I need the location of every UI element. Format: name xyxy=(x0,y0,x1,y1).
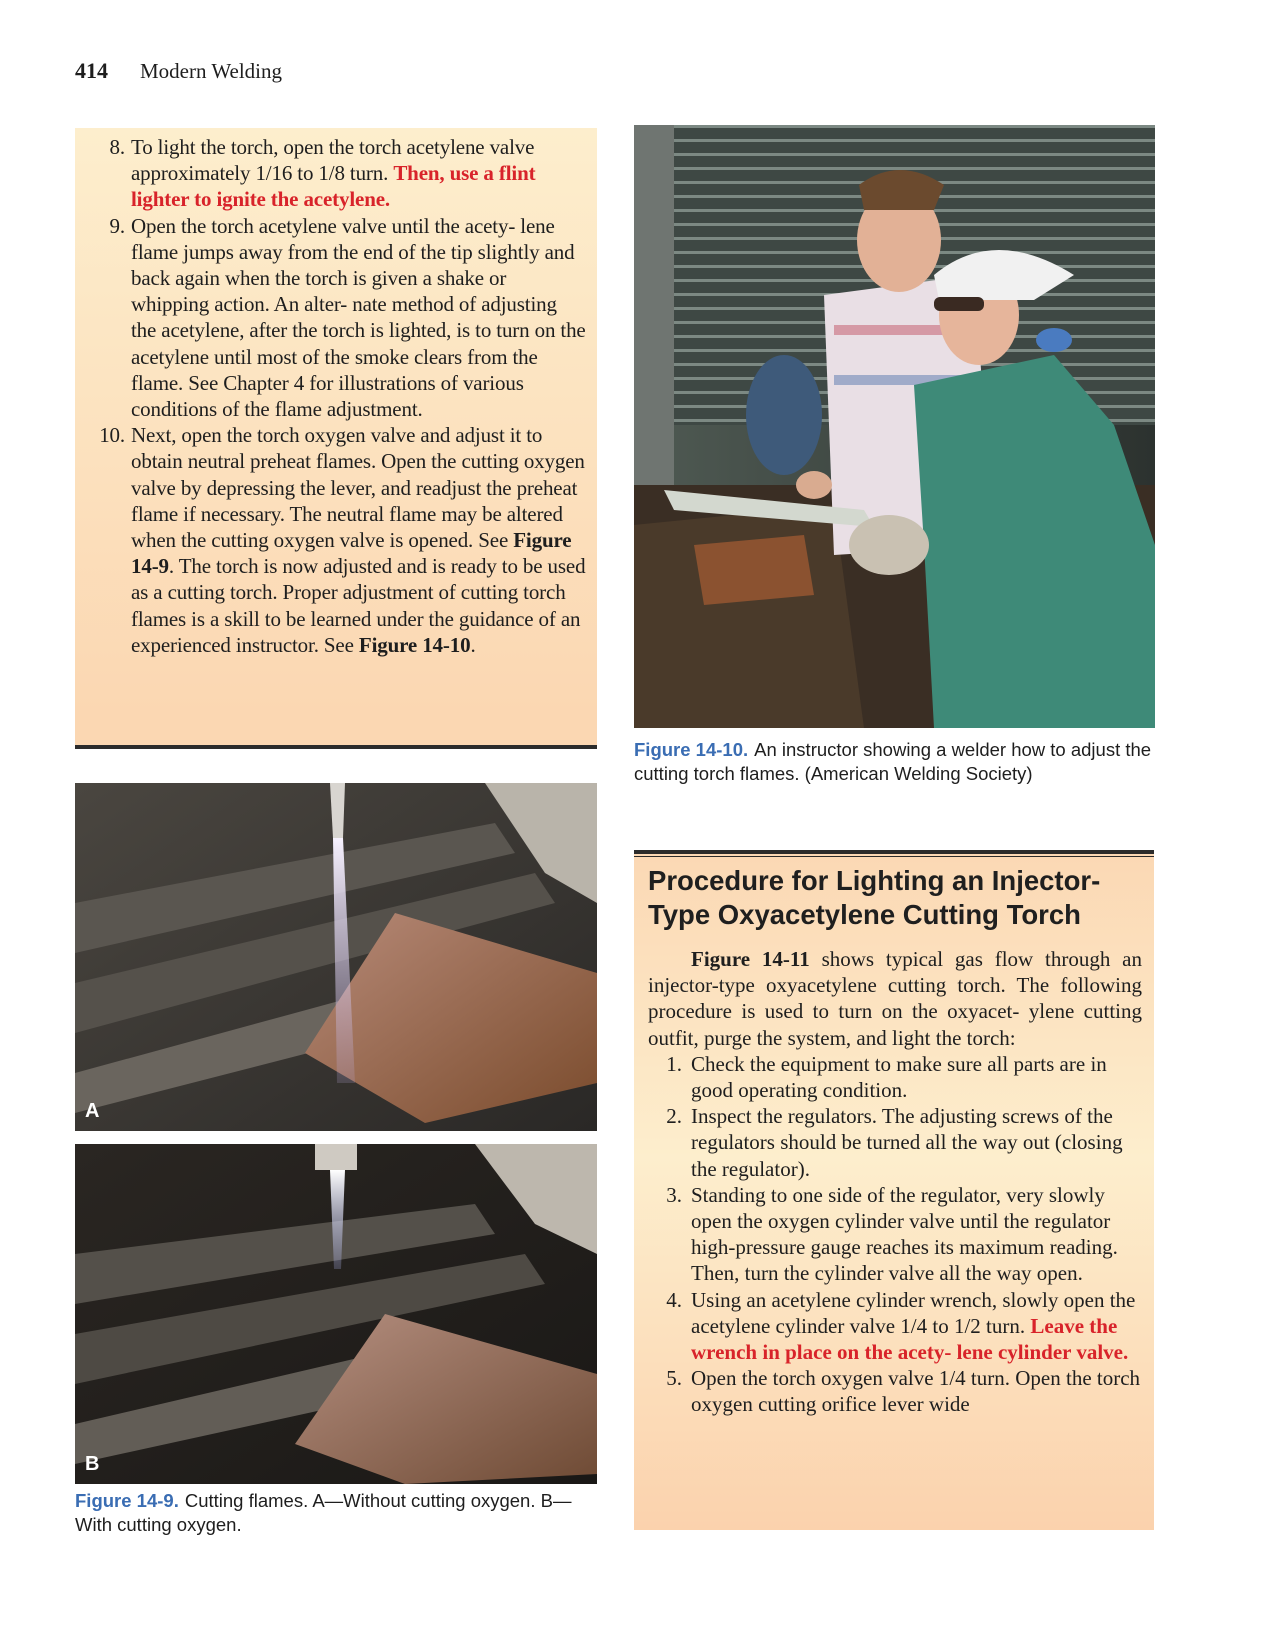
instructor-welder-photo xyxy=(634,125,1155,728)
step-number: 2. xyxy=(666,1104,682,1129)
step-number: 5. xyxy=(666,1366,682,1391)
intro-text: shows typical gas flow through an injector-type oxyacetylene cutting torch. The following procedure is used to turn on the oxyacet- ylene cutting outfit, purge the system, and light the torch: xyxy=(648,947,1142,1050)
step-text: Open the torch acetylene valve until the acety- lene flame jumps away from the end of the tip slightly and back again when the torch is given a shake or whipping action. An alter- nate method of adjusting the acetylene, after the torch is lighted, is to turn on the acetylene until most of the smoke clears from the flame. See Chapter 4 for illustrations of various conditions of the flame adjustment. xyxy=(131,213,586,422)
figure-label: Figure 14-10. xyxy=(634,739,749,760)
procedure-step-5 xyxy=(648,1365,1142,1417)
photo-label-b: B xyxy=(85,1453,100,1475)
page-header xyxy=(75,58,282,84)
procedure-step-4 xyxy=(648,1287,1142,1366)
step-text: . xyxy=(470,632,476,657)
procedure-steps-list xyxy=(648,1051,1142,1418)
step-text: Inspect the regulators. The adjusting screws of the regulators should be turned all the way out (closing the regulator). xyxy=(691,1104,1123,1181)
step-8 xyxy=(89,134,587,213)
step-number: 9. xyxy=(109,213,125,238)
step-text: . The torch is now adjusted and is ready to be used as a cutting torch. Proper adjustment of cutting torch flames is a skill to be learned under the guidance of an experienced instructor. See xyxy=(131,554,586,657)
step-number: 4. xyxy=(666,1287,682,1312)
step-number: 1. xyxy=(666,1051,682,1076)
step-text: Using an acetylene cylinder wrench, slowly open the acetylene cylinder valve 1/4 to 1/2 turn. xyxy=(691,1287,1136,1338)
steps-list xyxy=(89,134,587,658)
step-text: Check the equipment to make sure all parts are in good operating condition. xyxy=(691,1051,1107,1103)
figure-label: Figure 14-9. xyxy=(75,1490,179,1511)
step-text: Next, open the torch oxygen valve and adjust it to obtain neutral preheat flames. Open the cutting oxygen valve by depressing the lever, and readjust the preheat flame if necessary. The neutral flame may be altered when the cutting oxygen valve is opened. See xyxy=(131,423,585,553)
cutting-flame-photo-b xyxy=(75,1144,597,1484)
step-number: 3. xyxy=(666,1182,682,1207)
page-number: 414 xyxy=(75,58,108,83)
photo-label-a: A xyxy=(85,1100,100,1122)
cutting-flame-photo-a xyxy=(75,783,597,1131)
step-10 xyxy=(89,422,587,658)
figure-reference: Figure 14-9 xyxy=(131,528,572,579)
step-warning: Leave the wrench in place on the acety- lene cylinder valve. xyxy=(691,1313,1129,1365)
torch-lighting-steps-box xyxy=(75,128,597,749)
figure-14-10-caption xyxy=(634,738,1154,786)
step-number: 8. xyxy=(109,135,125,159)
figure-reference: Figure 14-11 xyxy=(691,947,810,971)
step-warning: Then, use a flint lighter to ignite the acetylene. xyxy=(131,161,536,212)
procedure-intro xyxy=(648,946,1142,1051)
step-text: Open the torch oxygen valve 1/4 turn. Open the torch oxygen cutting orifice lever wide xyxy=(691,1366,1141,1417)
caption-text: An instructor showing a welder how to adjust the cutting torch flames. (American Welding Society) xyxy=(634,739,1152,784)
figure-14-9-caption xyxy=(75,1489,605,1537)
procedure-title: Procedure for Lighting an Injector-Type Oxyacetylene Cutting Torch xyxy=(648,865,1101,930)
procedure-step-3 xyxy=(648,1182,1142,1287)
step-9 xyxy=(89,213,587,423)
book-title: Modern Welding xyxy=(140,59,282,83)
figure-reference: Figure 14-10 xyxy=(358,632,471,657)
procedure-step-1 xyxy=(648,1051,1142,1103)
caption-text: Cutting flames. A—Without cutting oxygen. B—With cutting oxygen. xyxy=(75,1490,572,1535)
step-text: Standing to one side of the regulator, very slowly open the oxygen cylinder valve until the regulator high-pressure gauge reaches its maximum reading. Then, turn the cylinder valve all the way open. xyxy=(691,1182,1118,1286)
procedure-box xyxy=(634,850,1154,1530)
procedure-step-2 xyxy=(648,1103,1142,1182)
step-number: 10. xyxy=(99,423,125,448)
step-text: To light the torch, open the torch acetylene valve approximately 1/16 to 1/8 turn. xyxy=(131,135,535,186)
